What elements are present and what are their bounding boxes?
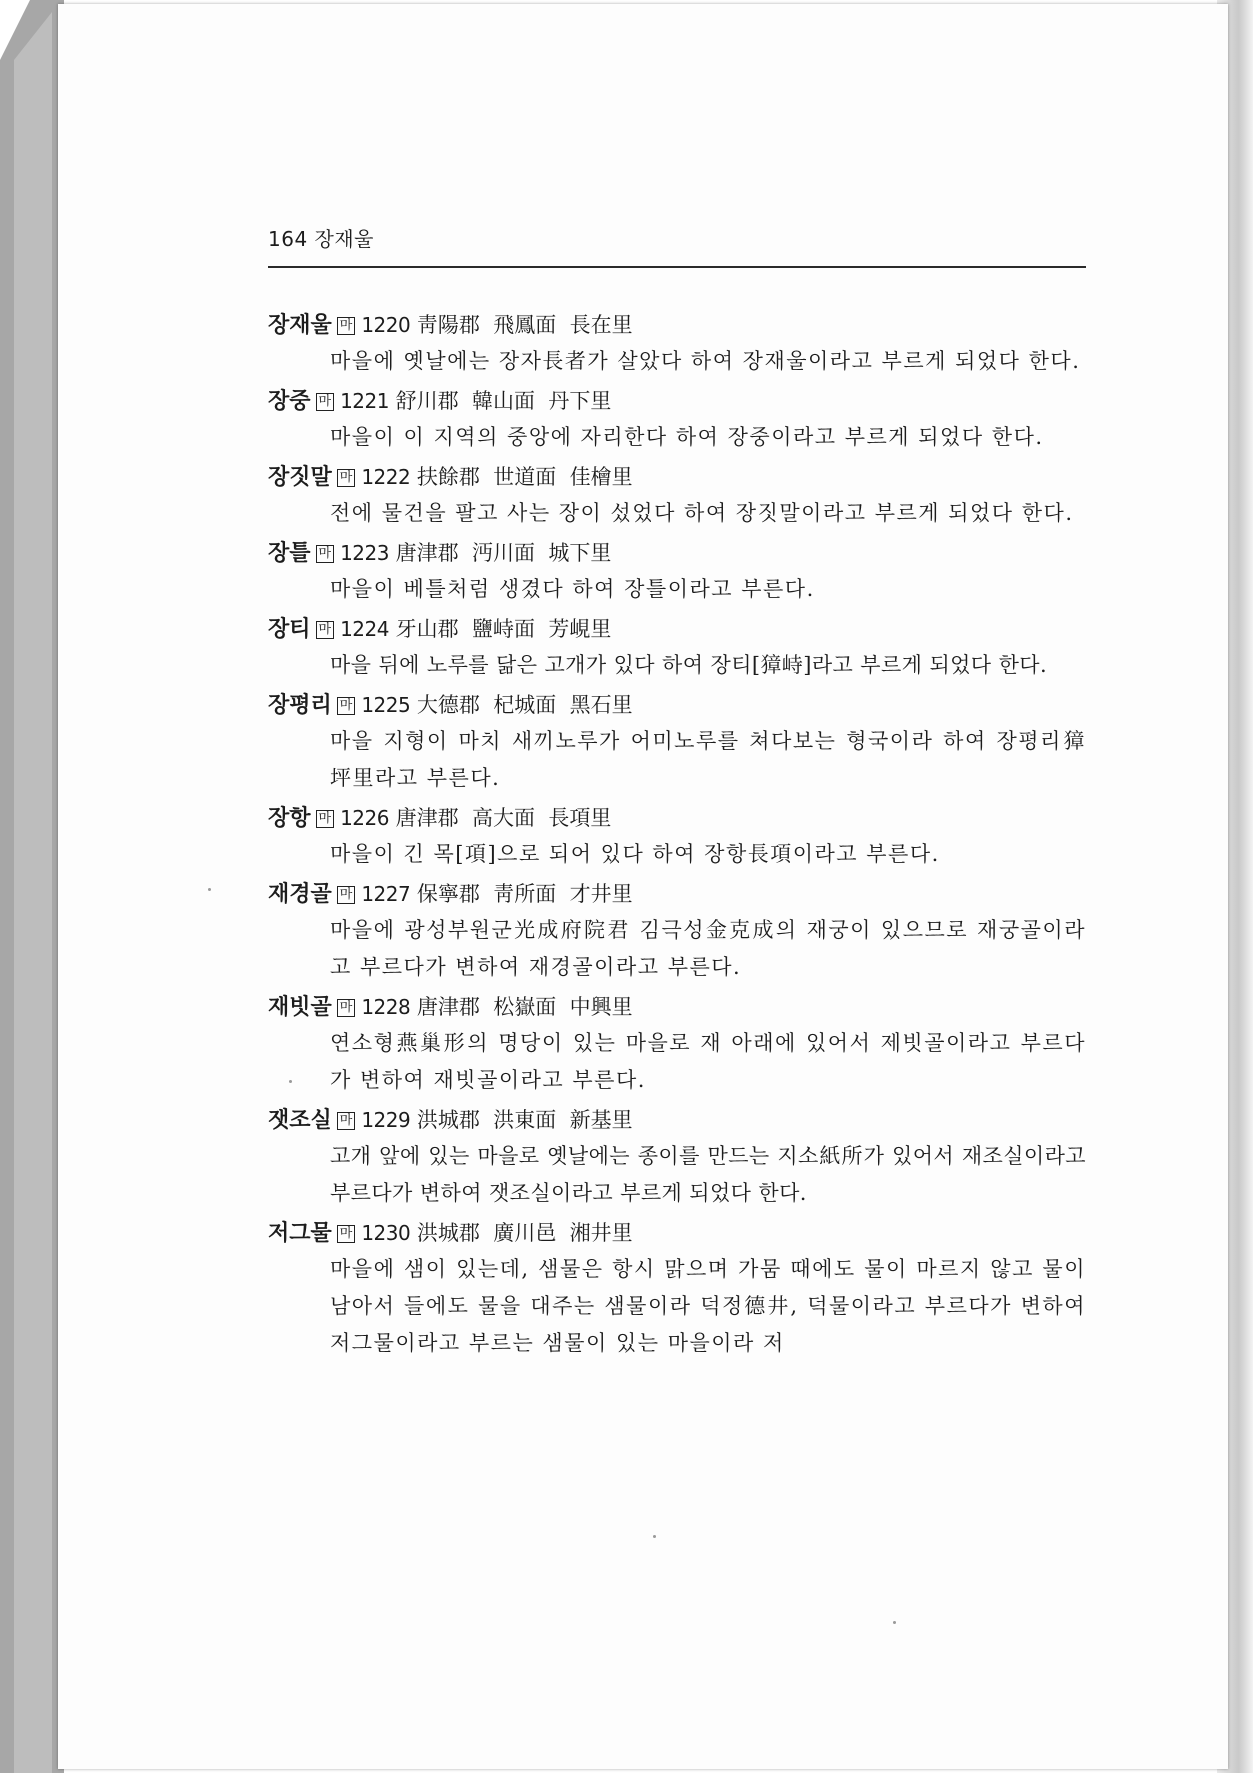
entry-description: 마을이 이 지역의 중앙에 자리한다 하여 장중이라고 부르게 되었다 한다.	[330, 425, 1044, 449]
running-head	[268, 226, 1086, 258]
entry-location: 舒川郡 韓山面 丹下里	[395, 389, 612, 413]
entry-headword: 장짓말	[268, 465, 332, 490]
entry-headword-line	[268, 536, 1086, 571]
entry-description: 마을이 긴 목[項]으로 되어 있다 하여 장항長項이라고 부른다.	[330, 842, 940, 866]
page-content	[268, 226, 1086, 1366]
entry-headword: 장중	[268, 389, 311, 414]
entry-description: 마을에 샘이 있는데, 샘물은 항시 맑으며 가뭄 때에도 물이 마르지 않고 물이 남아서 들에도 물을 대주는 샘물이라 덕정德井, 덕물이라고 부르다가 변하여 저그물이라고 부르는 샘물이 있는 마을이라 저	[330, 1257, 1086, 1355]
entry-list	[268, 308, 1086, 1362]
entry-location: 保寧郡 靑所面 才井里	[416, 882, 633, 906]
entry-location: 唐津郡 松嶽面 中興里	[416, 995, 633, 1019]
entry-headword-line	[268, 384, 1086, 419]
entry-headword-line	[268, 801, 1086, 836]
dictionary-entry	[268, 612, 1086, 684]
entry-location: 靑陽郡 飛鳳面 長在里	[416, 313, 633, 337]
entry-headword: 잿조실	[268, 1108, 332, 1133]
village-mark-badge: 마	[316, 621, 335, 639]
entry-number: 1221	[340, 389, 389, 413]
running-head-title: 장재울	[314, 227, 375, 251]
entry-headword-line	[268, 1216, 1086, 1251]
village-mark-badge: 마	[316, 545, 335, 563]
dictionary-entry	[268, 688, 1086, 797]
entry-number: 1223	[340, 541, 389, 565]
entry-headword: 장항	[268, 806, 311, 831]
entry-number: 1225	[361, 693, 411, 717]
entry-number: 1230	[361, 1221, 411, 1245]
entry-headword-line	[268, 460, 1086, 495]
entry-headword: 재빗골	[268, 995, 332, 1020]
village-mark-badge: 마	[316, 393, 335, 411]
dictionary-entry	[268, 460, 1086, 532]
entry-description: 마을에 옛날에는 장자長者가 살았다 하여 장재울이라고 부르게 되었다 한다.	[330, 349, 1081, 373]
entry-location: 洪城郡 洪東面 新基里	[416, 1108, 633, 1132]
entry-location: 洪城郡 廣川邑 湘井里	[416, 1221, 633, 1245]
entry-headword: 장재울	[268, 313, 332, 338]
entry-headword: 저그물	[268, 1221, 332, 1246]
entry-headword-line	[268, 308, 1086, 343]
entry-headword-line	[268, 990, 1086, 1025]
entry-location: 唐津郡 沔川面 城下里	[395, 541, 612, 565]
village-mark-badge: 마	[337, 1225, 356, 1243]
entry-headword: 장평리	[268, 693, 332, 718]
page-number: 164	[268, 227, 308, 251]
entry-location: 扶餘郡 世道面 佳檜里	[416, 465, 633, 489]
entry-headword: 장틀	[268, 541, 311, 566]
dictionary-entry	[268, 536, 1086, 608]
entry-description: 마을 뒤에 노루를 닮은 고개가 있다 하여 장티[獐峙]라고 부르게 되었다 한다.	[330, 653, 1048, 677]
dictionary-entry	[268, 1103, 1086, 1212]
entry-number: 1229	[361, 1108, 411, 1132]
entry-headword: 장티	[268, 617, 311, 642]
entry-description: 마을에 광성부원군光成府院君 김극성金克成의 재궁이 있으므로 재궁골이라고 부르다가 변하여 재경골이라고 부른다.	[330, 918, 1086, 979]
village-mark-badge: 마	[337, 469, 356, 487]
dictionary-entry	[268, 384, 1086, 456]
entry-number: 1227	[361, 882, 411, 906]
dictionary-entry	[268, 308, 1086, 380]
dictionary-entry	[268, 1216, 1086, 1362]
entry-headword: 재경골	[268, 882, 332, 907]
dictionary-entry	[268, 801, 1086, 873]
village-mark-badge: 마	[337, 999, 356, 1017]
entry-description: 고개 앞에 있는 마을로 옛날에는 종이를 만드는 지소紙所가 있어서 재조실이라고 부르다가 변하여 잿조실이라고 부르게 되었다 한다.	[330, 1144, 1086, 1205]
entry-number: 1228	[361, 995, 411, 1019]
entry-headword-line	[268, 1103, 1086, 1138]
entry-number: 1220	[361, 313, 411, 337]
dictionary-entry	[268, 877, 1086, 986]
header-rule	[268, 266, 1086, 268]
entry-description: 전에 물건을 팔고 사는 장이 섰었다 하여 장짓말이라고 부르게 되었다 한다.	[330, 501, 1074, 525]
entry-headword-line	[268, 688, 1086, 723]
entry-description: 마을이 베틀처럼 생겼다 하여 장틀이라고 부른다.	[330, 577, 815, 601]
entry-number: 1226	[340, 806, 389, 830]
entry-description: 연소형燕巢形의 명당이 있는 마을로 재 아래에 있어서 제빗골이라고 부르다가 변하여 재빗골이라고 부른다.	[330, 1031, 1086, 1092]
village-mark-badge: 마	[337, 317, 356, 335]
entry-number: 1222	[361, 465, 411, 489]
village-mark-badge: 마	[316, 810, 335, 828]
entry-location: 唐津郡 高大面 長項里	[395, 806, 612, 830]
entry-description: 마을 지형이 마치 새끼노루가 어미노루를 쳐다보는 형국이라 하여 장평리獐坪里라고 부른다.	[330, 729, 1086, 790]
entry-location: 大德郡 杞城面 黑石里	[416, 693, 633, 717]
dictionary-entry	[268, 990, 1086, 1099]
village-mark-badge: 마	[337, 697, 356, 715]
book-spine-edge	[0, 0, 64, 1773]
village-mark-badge: 마	[337, 1112, 356, 1130]
entry-headword-line	[268, 877, 1086, 912]
village-mark-badge: 마	[337, 886, 356, 904]
entry-number: 1224	[340, 617, 389, 641]
entry-headword-line	[268, 612, 1086, 647]
entry-location: 牙山郡 鹽峙面 芳峴里	[395, 617, 612, 641]
